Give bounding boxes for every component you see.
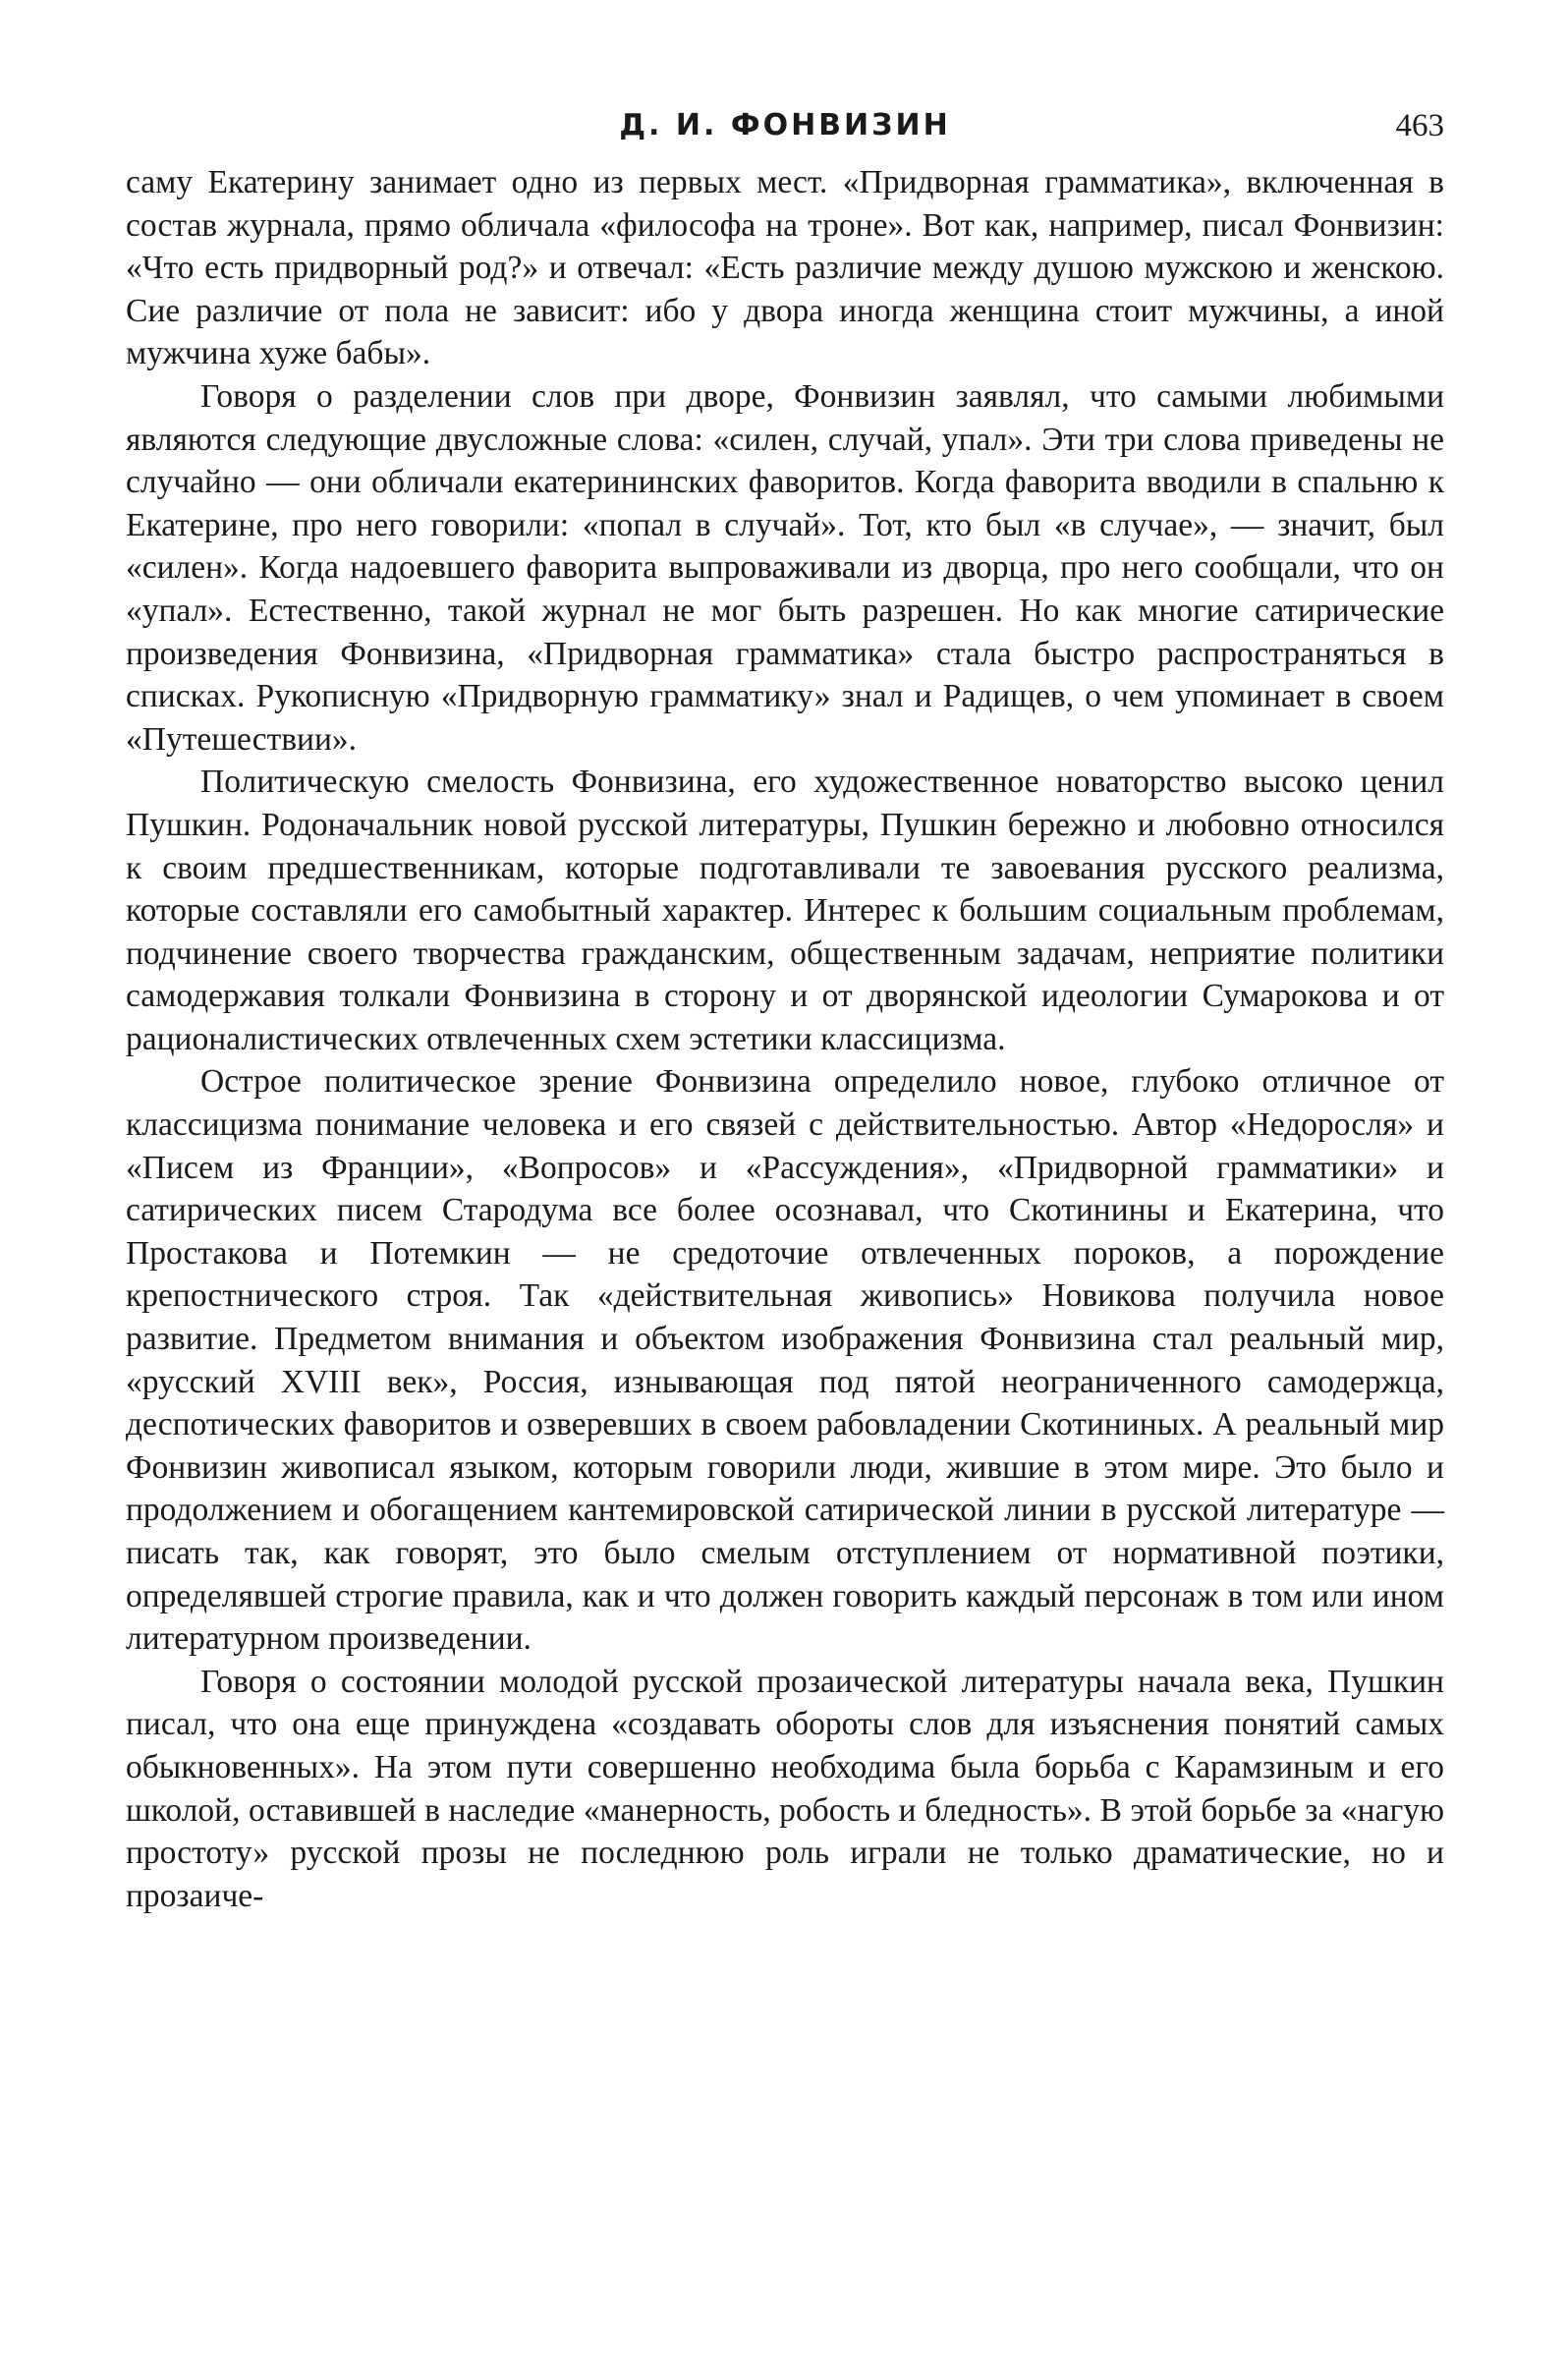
paragraph: Говоря о состоянии молодой русской прозаической литературы начала века, Пушкин писал, что она еще принуждена «создавать обороты слов для изъяснения понятий самых обыкновенных». На этом пути совершенно необходима была борьба с Карамзиным и его школой, оставившей в наследие «манерность, робость и бледность». В этой борьбе за «нагую простоту» русской прозы не последнюю роль играли не только драматические, но и прозаиче-	[126, 1663, 1444, 1914]
page-number: 463	[1395, 108, 1444, 143]
paragraph: Политическую смелость Фонвизина, его художественное новаторство высоко ценил Пушкин. Родоначальник новой русской литературы, Пушкин бережно и любовно относился к своим предшественникам, которые подготавливали те завоевания русского реализма, которые составляли его самобытный характер. Интерес к большим социальным проблемам, подчинение своего творчества гражданским, общественным задачам, неприятие политики самодержавия толкали Фонвизина в сторону и от дворянской идеологии Сумарокова и от рационалистических отвлеченных схем эстетики классицизма.	[126, 764, 1444, 1057]
book-page	[126, 102, 1444, 1917]
paragraph-continued: саму Екатерину занимает одно из первых мест. «Придворная грамматика», включенная в состав журнала, прямо обличала «философа на троне». Вот как, например, писал Фонвизин: «Что есть придворный род?» и отвечал: «Есть различие между душою мужскою и женскою. Сие различие от пола не зависит: ибо у двора иногда женщина стоит мужчины, а иной мужчина хуже бабы».	[126, 164, 1444, 372]
paragraph: Острое политическое зрение Фонвизина определило новое, глубоко отличное от классицизма понимание человека и его связей с действительностью. Автор «Недоросля» и «Писем из Франции», «Вопросов» и «Рассуждения», «Придворной грамматики» и сатирических писем Стародума все более осознавал, что Скотинины и Екатерина, что Простакова и Потемкин — не средоточие отвлеченных пороков, а порождение крепостнического строя. Так «действительная живопись» Новикова получила новое развитие. Предметом внимания и объектом изображения Фонвизина стал реальный мир, «русский XVIII век», Россия, изнывающая под пятой неограниченного самодержца, деспотических фаворитов и озверевших в своем рабовладении Скотининых. А реальный мир Фонвизин живописал языком, которым говорили люди, жившие в этом мире. Это было и продолжением и обогащением кантемировской сатирической линии в русской литературе — писать так, как говорят, это было смелым отступлением от нормативной поэтики, определявшей строгие правила, как и что должен говорить каждый персонаж в том или ином литературном произведении.	[126, 1063, 1444, 1658]
running-header	[126, 102, 1444, 161]
paragraph: Говоря о разделении слов при дворе, Фонвизин заявлял, что самыми любимыми являются следующие двусложные слова: «силен, случай, упал». Эти три слова приведены не случайно — они обличали екатерининских фаворитов. Когда фаворита вводили в спальню к Екатерине, про него говорили: «попал в случай». Тот, кто был «в случае», — значит, был «силен». Когда надоевшего фаворита выпроваживали из дворца, про него сообщали, что он «упал». Естественно, такой журнал не мог быть разрешен. Но как многие сатирические произведения Фонвизина, «Придворная грамматика» стала быстро распространяться в списках. Рукописную «Придворную грамматику» знал и Радищев, о чем упоминает в своем «Путешествии».	[126, 377, 1444, 758]
body-text	[126, 161, 1444, 1917]
running-title: Д. И. ФОНВИЗИН	[619, 108, 951, 142]
